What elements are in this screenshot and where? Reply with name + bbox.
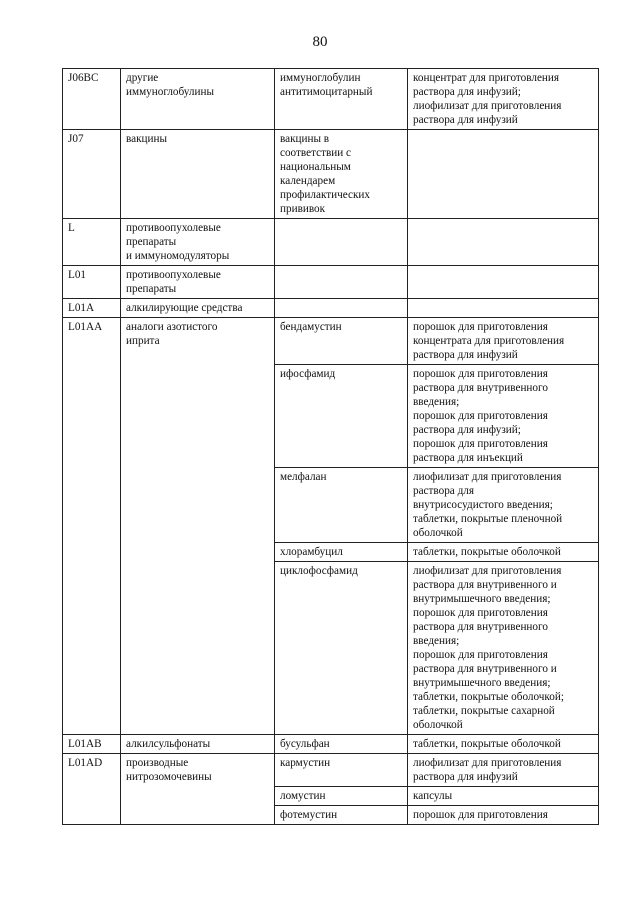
- table-row: [63, 69, 599, 130]
- group-name-cell: алкилирующие средства: [121, 299, 275, 318]
- group-name-cell: аналоги азотистого иприта: [121, 318, 275, 365]
- drug-name-cell: бендамустин: [275, 318, 408, 365]
- table-row: [63, 365, 599, 468]
- drug-name-cell: [275, 266, 408, 299]
- table-row: [63, 468, 599, 543]
- atc-code-cell: J06BC: [63, 69, 121, 130]
- group-name-cell: вакцины: [121, 130, 275, 219]
- drug-name-cell: ломустин: [275, 787, 408, 806]
- atc-code-cell: [63, 468, 121, 543]
- group-name-cell: противоопухолевые препараты и иммуномодуляторы: [121, 219, 275, 266]
- drug-name-cell: [275, 219, 408, 266]
- page-number: 80: [312, 34, 328, 50]
- drug-table: [62, 68, 599, 825]
- table-row: [63, 806, 599, 825]
- dosage-forms-cell: лиофилизат для приготовления раствора для внутривенного и внутримышечного введения; порошок для приготовления раствора для внутривенного введения; порошок для приготовления раствора для внутривенного и внутримышечного введения; таблетки, покрытые оболочкой; таблетки, покрытые сахарной оболочкой: [408, 562, 599, 735]
- group-name-cell: [121, 468, 275, 543]
- dosage-forms-cell: лиофилизат для приготовления раствора для внутрисосудистого введения; таблетки, покрытые пленочной оболочкой: [408, 468, 599, 543]
- group-name-cell: [121, 543, 275, 562]
- table-row: [63, 735, 599, 754]
- atc-code-cell: L01: [63, 266, 121, 299]
- dosage-forms-cell: [408, 219, 599, 266]
- dosage-forms-cell: таблетки, покрытые оболочкой: [408, 735, 599, 754]
- atc-code-cell: L01AD: [63, 754, 121, 787]
- atc-code-cell: J07: [63, 130, 121, 219]
- group-name-cell: алкилсульфонаты: [121, 735, 275, 754]
- atc-code-cell: L: [63, 219, 121, 266]
- dosage-forms-cell: [408, 130, 599, 219]
- table-row: [63, 219, 599, 266]
- drug-name-cell: бусульфан: [275, 735, 408, 754]
- table-row: [63, 130, 599, 219]
- dosage-forms-cell: концентрат для приготовления раствора для инфузий; лиофилизат для приготовления раствора для инфузий: [408, 69, 599, 130]
- dosage-forms-cell: порошок для приготовления: [408, 806, 599, 825]
- atc-code-cell: [63, 562, 121, 735]
- group-name-cell: [121, 787, 275, 806]
- table-row: [63, 299, 599, 318]
- drug-name-cell: [275, 299, 408, 318]
- dosage-forms-cell: порошок для приготовления концентрата для приготовления раствора для инфузий: [408, 318, 599, 365]
- table-row: [63, 318, 599, 365]
- dosage-forms-cell: [408, 299, 599, 318]
- drug-name-cell: иммуноглобулин антитимоцитарный: [275, 69, 408, 130]
- group-name-cell: [121, 806, 275, 825]
- table-row: [63, 754, 599, 787]
- drug-name-cell: фотемустин: [275, 806, 408, 825]
- atc-code-cell: [63, 787, 121, 806]
- group-name-cell: [121, 562, 275, 735]
- atc-code-cell: [63, 365, 121, 468]
- drug-name-cell: кармустин: [275, 754, 408, 787]
- group-name-cell: противоопухолевые препараты: [121, 266, 275, 299]
- dosage-forms-cell: лиофилизат для приготовления раствора для инфузий: [408, 754, 599, 787]
- dosage-forms-cell: таблетки, покрытые оболочкой: [408, 543, 599, 562]
- atc-code-cell: L01AA: [63, 318, 121, 365]
- dosage-forms-cell: [408, 266, 599, 299]
- atc-code-cell: L01AB: [63, 735, 121, 754]
- drug-name-cell: циклофосфамид: [275, 562, 408, 735]
- dosage-forms-cell: порошок для приготовления раствора для внутривенного введения; порошок для приготовления раствора для инфузий; порошок для приготовления раствора для инъекций: [408, 365, 599, 468]
- table-row: [63, 787, 599, 806]
- table-row: [63, 266, 599, 299]
- group-name-cell: [121, 365, 275, 468]
- table-row: [63, 562, 599, 735]
- atc-code-cell: [63, 806, 121, 825]
- drug-name-cell: ифосфамид: [275, 365, 408, 468]
- drug-name-cell: хлорамбуцил: [275, 543, 408, 562]
- table-row: [63, 543, 599, 562]
- dosage-forms-cell: капсулы: [408, 787, 599, 806]
- drug-name-cell: мелфалан: [275, 468, 408, 543]
- group-name-cell: производные нитрозомочевины: [121, 754, 275, 787]
- atc-code-cell: [63, 543, 121, 562]
- drug-name-cell: вакцины в соответствии с национальным календарем профилактических прививок: [275, 130, 408, 219]
- group-name-cell: другие иммуноглобулины: [121, 69, 275, 130]
- drug-table-body: [63, 69, 599, 825]
- atc-code-cell: L01A: [63, 299, 121, 318]
